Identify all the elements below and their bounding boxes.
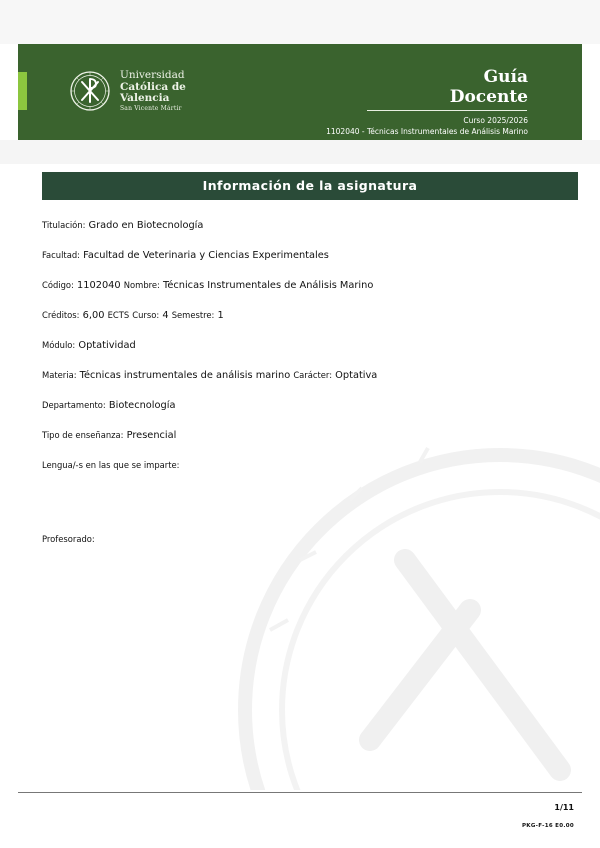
university-line-1: Universidad <box>120 69 185 81</box>
top-margin-strip <box>0 0 600 44</box>
field-materia-caracter <box>42 370 377 381</box>
form-code: PKG-F-16 E0.00 <box>521 823 574 829</box>
title-line-2: Docente <box>449 87 528 107</box>
value-facultad: Facultad de Veterinaria y Ciencias Experimentales <box>83 250 329 261</box>
field-creditos <box>42 310 224 321</box>
label-caracter: Carácter: <box>293 370 333 380</box>
label-lengua: Lengua/-s en las que se imparte: <box>42 460 180 470</box>
label-tipo-ensenanza: Tipo de enseñanza: <box>42 430 124 440</box>
field-modulo <box>42 340 136 351</box>
field-departamento <box>42 400 175 411</box>
section-title: Información de la asignatura <box>42 172 578 200</box>
subject-code-title: 1102040 - Técnicas Instrumentales de Análisis Marino <box>326 127 528 136</box>
university-seal-icon <box>70 71 110 111</box>
value-titulacion: Grado en Biotecnología <box>88 220 204 231</box>
field-codigo-nombre <box>42 280 373 291</box>
value-caracter: Optativa <box>335 370 378 381</box>
field-profesorado <box>42 534 95 545</box>
label-titulacion: Titulación: <box>42 220 86 230</box>
label-departamento: Departamento: <box>42 400 106 410</box>
value-codigo: 1102040 <box>77 280 121 291</box>
value-semestre: 1 <box>217 310 224 321</box>
label-curso: Curso: <box>132 310 160 320</box>
value-materia: Técnicas instrumentales de análisis marino <box>79 370 291 381</box>
university-line-4: San Vicente Mártir <box>120 104 182 112</box>
label-materia: Materia: <box>42 370 77 380</box>
label-modulo: Módulo: <box>42 340 76 350</box>
label-codigo: Código: <box>42 280 74 290</box>
footer-divider <box>18 792 582 793</box>
header-divider <box>367 110 527 111</box>
label-profesorado: Profesorado: <box>42 534 95 544</box>
label-semestre: Semestre: <box>171 310 215 320</box>
value-nombre: Técnicas Instrumentales de Análisis Marino <box>163 280 374 291</box>
value-creditos: 6,00 <box>82 310 105 321</box>
value-curso: 4 <box>162 310 169 321</box>
accent-bar <box>18 72 27 110</box>
field-lengua <box>42 460 179 471</box>
label-ects: ECTS <box>107 310 130 320</box>
page-number: 1/11 <box>554 803 574 812</box>
value-departamento: Biotecnología <box>108 400 176 411</box>
university-line-2: Católica de <box>120 80 186 93</box>
value-tipo-ensenanza: Presencial <box>126 430 177 441</box>
field-titulacion <box>42 220 203 231</box>
document-title <box>450 67 528 107</box>
university-name <box>120 70 186 112</box>
label-creditos: Créditos: <box>42 310 80 320</box>
course-year: Curso 2025/2026 <box>463 116 528 125</box>
header-shadow-band <box>0 140 600 164</box>
document-header <box>18 44 582 140</box>
field-facultad <box>42 250 329 261</box>
value-modulo: Optatividad <box>78 340 136 351</box>
seal-watermark-icon <box>230 440 600 790</box>
university-line-3: Valencia <box>120 92 170 104</box>
label-facultad: Facultad: <box>42 250 80 260</box>
field-tipo-ensenanza <box>42 430 176 441</box>
label-nombre: Nombre: <box>123 280 160 290</box>
title-line-1: Guía <box>483 67 528 87</box>
